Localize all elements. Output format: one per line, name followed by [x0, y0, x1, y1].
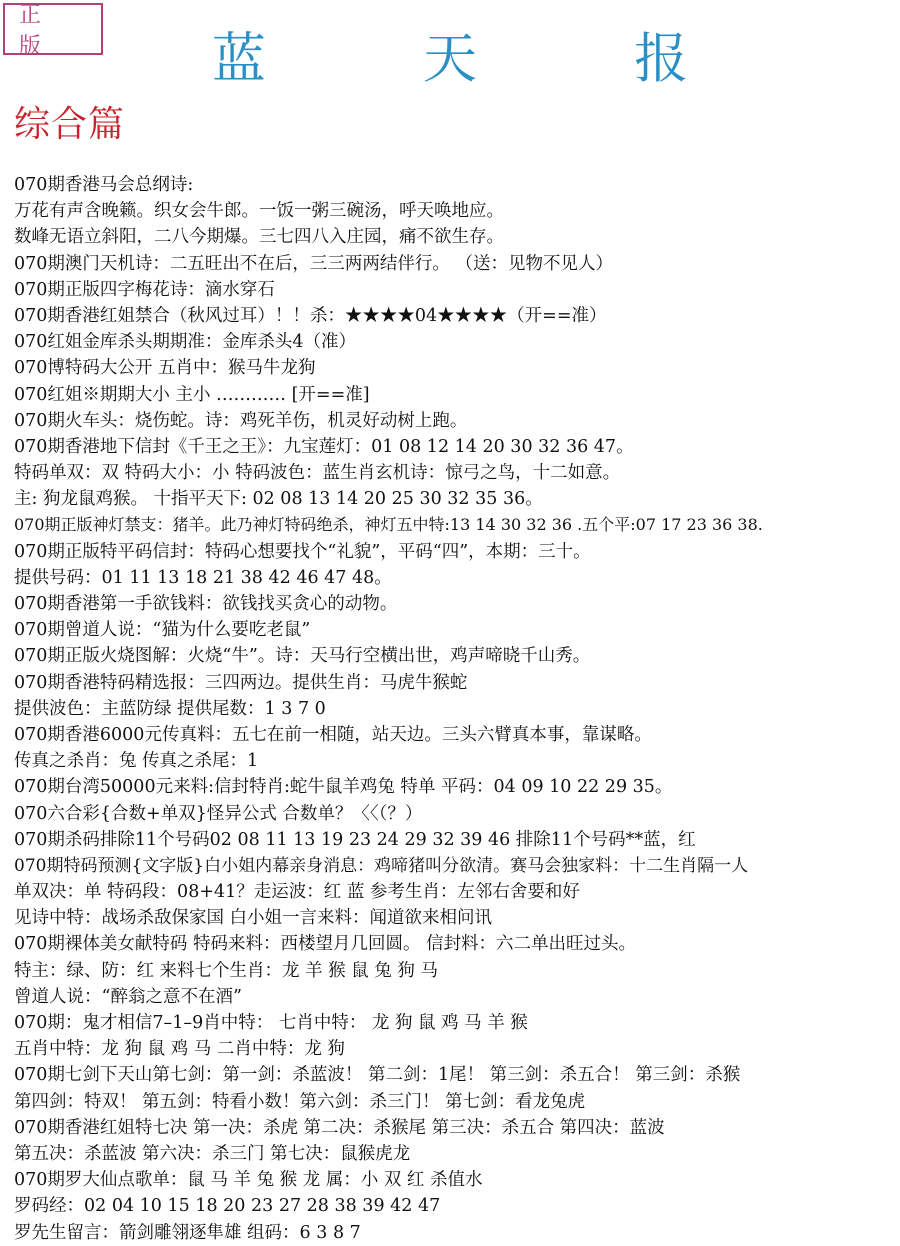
text-line: 070期曾道人说：“猫为什么要吃老鼠”: [14, 620, 311, 641]
text-line: 070期火车头：烧伤蛇。诗：鸡死羊伤，机灵好动树上跑。: [14, 410, 468, 431]
text-line: 070期香港第一手欲钱料：欲钱找买贪心的动物。: [14, 594, 398, 614]
text-line: 数峰无语立斜阳，二八今期爆。三七四八入庄园，痛不欲生存。: [14, 227, 504, 248]
text-line: 曾道人说：“醉翁之意不在酒”: [14, 986, 242, 1007]
text-line: 070期：鬼才相信7–1–9肖中特： 七肖中特： 龙 狗 鼠 鸡 马 羊 猴: [14, 1013, 528, 1033]
text-line: 070期澳门天机诗：二五旺出不在后，三三两两结伴行。 （送：见物不见人）: [14, 253, 613, 274]
section-title: 综合篇: [14, 104, 126, 145]
text-line: 070期正版四字梅花诗：滴水穿石: [14, 279, 275, 300]
text-line: 万花有声含晚籁。织女会牛郎。一饭一粥三碗汤，呼天唤地应。: [14, 201, 504, 222]
text-line: 070期香港6000元传真料：五七在前一相随，站天边。三头六臂真本事，靠谋略。: [14, 724, 652, 745]
text-line: 070期正版特平码信封：特码心想要找个“礼貌”，平码“四”，本期：三十。: [14, 541, 591, 562]
text-line: 070期香港地下信封《千王之王》：九宝莲灯：01 08 12 14 20 30 32 36 47。: [14, 436, 634, 457]
text-line: 070六合彩{合数+单双}怪异公式 合数单？〈〈（？）: [14, 803, 423, 824]
text-line: 070博特码大公开 五肖中：猴马牛龙狗: [14, 358, 316, 379]
text-line: 070期罗大仙点歌单：鼠 马 羊 兔 猴 龙 属：小 双 红 杀值水: [14, 1170, 483, 1191]
text-line: 传真之杀肖：兔 传真之杀尾：1: [14, 751, 259, 772]
text-line: 070期正版火烧图解：火烧“牛”。诗：天马行空横出世，鸡声啼晓千山秀。: [14, 646, 591, 667]
text-line: 070期台湾50000元来料:信封特肖:蛇牛鼠羊鸡兔 特单 平码：04 09 10 22 29 35。: [14, 777, 673, 798]
text-line: 070期正版神灯禁支：猪羊。此乃神灯特码绝杀，神灯五中特:13 14 30 32 36 .五个平:07 17 23 36 38.: [14, 515, 763, 535]
text-line: 070期七剑下天山第七剑：第一剑：杀蓝波！ 第二剑：1尾！ 第三剑：杀五合！ 第三剑：杀猴: [14, 1065, 741, 1086]
text-line: 见诗中特：战场杀敌保家国 白小姐一言来料：闻道欲来相问讯: [14, 908, 493, 929]
text-line: 第四剑：特双！ 第五剑：特看小数！第六剑：杀三门！ 第七剑：看龙兔虎: [14, 1091, 586, 1112]
text-line: 主: 狗龙鼠鸡猴。 十指平天下: 02 08 13 14 20 25 30 32 35 36。: [14, 489, 543, 510]
text-line: 提供号码：01 11 13 18 21 38 42 46 47 48。: [14, 567, 392, 588]
text-line: 五肖中特：龙 狗 鼠 鸡 马 二肖中特：龙 狗: [14, 1039, 345, 1060]
text-line: 070期杀码排除11个号码02 08 11 13 19 23 24 29 32 39 46 排除11个号码**蓝，红: [14, 829, 696, 850]
text-line: 特主：绿、防：红 来料七个生肖：龙 羊 猴 鼠 兔 狗 马: [14, 960, 438, 981]
content-lines: [14, 172, 892, 1246]
text-line: 070期香港红姐特七决 第一决：杀虎 第二决：杀猴尾 第三决：杀五合 第四决：蓝波: [14, 1117, 665, 1138]
text-line: 070期裸体美女献特码 特码来料：西楼望月几回圆。 信封料：六二单出旺过头。: [14, 934, 637, 955]
text-line: 特码单双：双 特码大小：小 特码波色：蓝生肖玄机诗：惊弓之鸟，十二如意。: [14, 463, 621, 484]
text-line: 070期香港马会总纲诗:: [14, 175, 194, 195]
text-line: 第五决：杀蓝波 第六决：杀三门 第七决：鼠猴虎龙: [14, 1143, 411, 1164]
text-line: 070期香港红姐禁合（秋风过耳）！！杀：★★★★04★★★★（开==准）: [14, 305, 607, 326]
edition-badge: 正 版: [3, 3, 103, 55]
text-line: 070期特码预测{文字版}白小姐内幕亲身消息：鸡啼猪叫分欲清。赛马会独家料：十二生肖隔一人: [14, 855, 749, 876]
page-title: 蓝 天 报: [211, 27, 759, 90]
text-line: 070红姐金库杀头期期准：金库杀头4（准）: [14, 332, 357, 353]
text-line: 提供波色：主蓝防绿 提供尾数：1 3 7 0: [14, 698, 326, 719]
text-line: 罗先生留言：箭剑雕翎逐隼雄 组码：6 3 8 7: [14, 1222, 361, 1243]
text-line: 070红姐※期期大小 主小 ………… [开==准]: [14, 384, 370, 405]
text-line: 单双决：单 特码段：08+41？走运波：红 蓝 参考生肖：左邻右舍要和好: [14, 882, 580, 903]
text-line: 罗码经：02 04 10 15 18 20 23 27 28 38 39 42 47: [14, 1196, 441, 1217]
text-line: 070期香港特码精选报：三四两边。提供生肖：马虎牛猴蛇: [14, 672, 468, 693]
